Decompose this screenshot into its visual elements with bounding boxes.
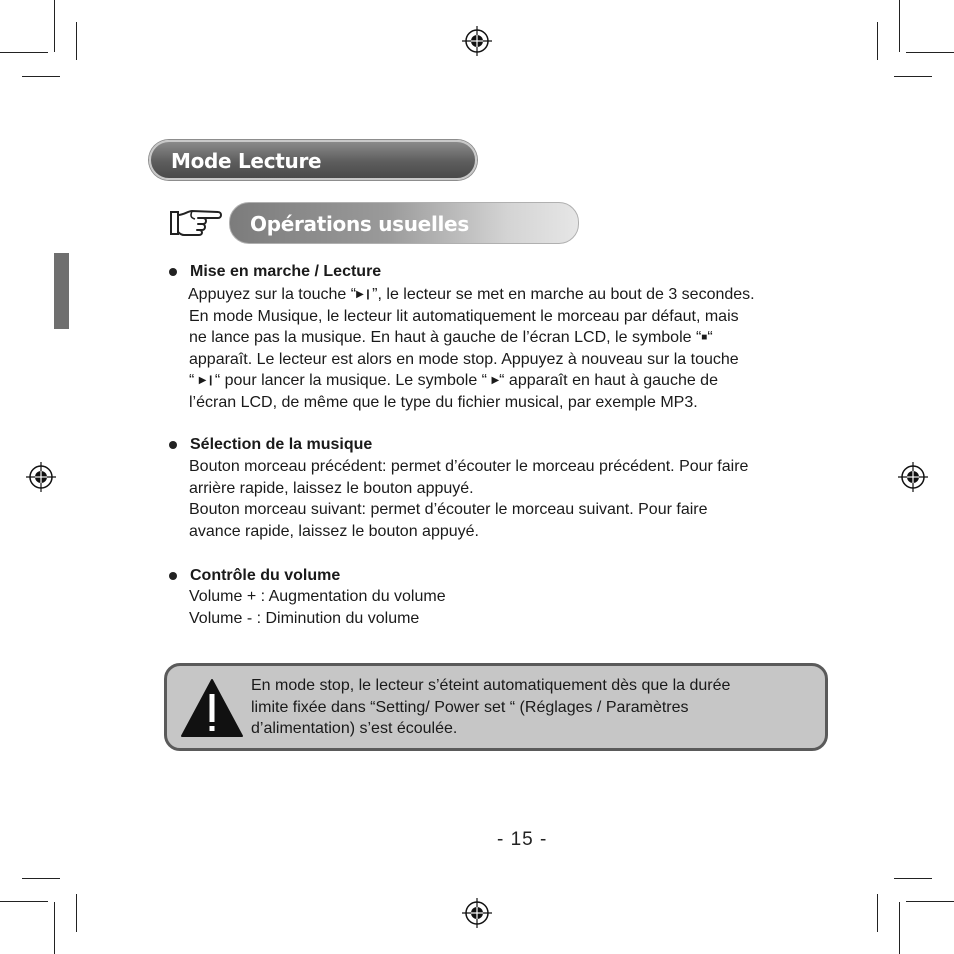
text-line: Appuyez sur la touche “▶❙”, le lecteur se met en marche au bout de 3 secondes. [188, 284, 755, 306]
registration-mark-icon [898, 462, 928, 492]
crop-mark [899, 902, 900, 954]
registration-mark-icon [26, 462, 56, 492]
text-line: l’écran LCD, de même que le type du fichier musical, par exemple MP3. [189, 394, 698, 412]
registration-mark-icon [462, 26, 492, 56]
crop-mark [894, 76, 932, 77]
text-line: Volume + : Augmentation du volume [189, 588, 446, 605]
text-line: limite fixée dans “Setting/ Power set “ (Réglages / Paramètres [251, 698, 689, 716]
bullet-title: Mise en marche / Lecture [190, 263, 382, 280]
warning-triangle-icon [180, 678, 244, 738]
crop-mark [22, 878, 60, 879]
side-tab [54, 253, 69, 329]
crop-mark [877, 22, 878, 60]
text-line: Bouton morceau suivant: permet d’écouter le morceau suivant. Pour faire [189, 501, 708, 519]
crop-mark [899, 0, 900, 52]
text-line: avance rapide, laissez le bouton appuyé. [189, 522, 479, 540]
text-line: “ ▶❙“ pour lancer la musique. Le symbole “ ▶“ apparaît en haut à gauche de [189, 370, 755, 392]
text-line: ne lance pas la musique. En haut à gauche de l’écran LCD, le symbole “■“ [189, 327, 755, 349]
bullet-title: Contrôle du volume [190, 567, 341, 584]
pointing-hand-icon [168, 207, 224, 239]
subsection-title: Opérations usuelles [250, 212, 469, 236]
crop-mark [906, 901, 954, 902]
stop-icon: ■ [701, 332, 708, 344]
crop-mark [22, 76, 60, 77]
bullet-body [189, 586, 446, 629]
play-pause-icon: ▶❙ [198, 375, 215, 387]
section-title: Mode Lecture [171, 149, 322, 173]
crop-mark [76, 894, 77, 932]
text-line: d’alimentation) s’est écoulée. [251, 720, 458, 738]
crop-mark [0, 52, 48, 53]
text-line: apparaît. Le lecteur est alors en mode stop. Appuyez à nouveau sur la touche [189, 350, 739, 368]
bullet-dot [169, 572, 177, 580]
subsection-header [229, 202, 579, 244]
crop-mark [0, 901, 48, 902]
crop-mark [76, 22, 77, 60]
play-pause-icon: ▶❙ [356, 289, 373, 300]
text-line: En mode Musique, le lecteur lit automatiquement le morceau par défaut, mais [189, 307, 739, 325]
crop-mark [54, 902, 55, 954]
bullet-dot [169, 441, 177, 449]
crop-mark [906, 52, 954, 53]
crop-mark [894, 878, 932, 879]
bullet-dot [169, 268, 177, 276]
section-header [149, 140, 477, 180]
text-line: Volume - : Diminution du volume [189, 609, 420, 627]
bullet-body [189, 456, 748, 542]
registration-mark-icon [462, 898, 492, 928]
crop-mark [54, 0, 55, 52]
page-number: - 15 - [497, 829, 548, 850]
text-line: Bouton morceau précédent: permet d’écouter le morceau précédent. Pour faire [189, 458, 749, 475]
crop-mark [877, 894, 878, 932]
warning-text [251, 675, 730, 740]
text-line: arrière rapide, laissez le bouton appuyé. [189, 479, 474, 497]
text-line: En mode stop, le lecteur s’éteint automatiquement dès que la durée [251, 677, 731, 694]
bullet-body [188, 284, 755, 414]
bullet-title: Sélection de la musique [190, 436, 373, 453]
play-icon: ▶ [491, 375, 500, 387]
